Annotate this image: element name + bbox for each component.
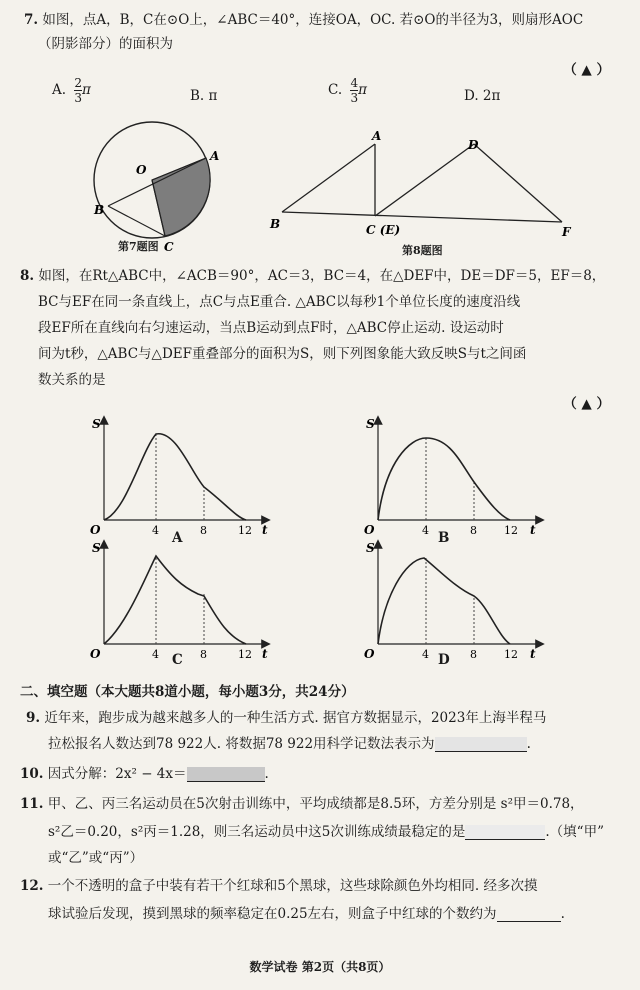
q8-line1	[20, 264, 605, 284]
y-label: S	[92, 417, 101, 431]
tick-4: 4	[422, 648, 429, 661]
page-footer: 数学试卷 第2页（共8页）	[249, 960, 391, 974]
option-label: C.	[328, 82, 343, 98]
q9-text: 拉松报名人数达到78 922人. 将数据78 922用科学记数法表示为	[48, 736, 435, 752]
figure-8-caption: 第8题图	[402, 244, 443, 257]
tick-4: 4	[152, 648, 159, 661]
x-label: t	[530, 647, 536, 661]
segment-bc	[108, 206, 165, 236]
punct: .	[526, 736, 531, 752]
q12-answer-blank[interactable]	[497, 907, 561, 922]
label-f: F	[562, 225, 571, 239]
q8-line2: BC与EF在同一条直线上，点C与点E重合. △ABC以每秒1个单位长度的速度沿线	[38, 294, 521, 310]
q8-line3: 段EF所在直线向右匀速运动，当点B运动到点F时，△ABC停止运动. 设运动时	[38, 320, 504, 336]
question-number: 8.	[20, 268, 35, 284]
tick-12: 12	[238, 524, 252, 537]
origin-label: O	[364, 647, 375, 661]
graph-a	[86, 412, 276, 542]
numerator: 2	[74, 76, 82, 90]
q11-text: 甲、乙、丙三名运动员在5次射击训练中，平均成绩都是8.5环，方差分别是 s²甲＝0.78，	[47, 796, 584, 812]
x-label: t	[262, 647, 268, 661]
pi: π	[81, 82, 91, 98]
q7-option-d: D. 2π	[464, 88, 501, 104]
curve	[104, 556, 246, 644]
q10-answer-blank[interactable]	[187, 767, 265, 782]
tick-12: 12	[504, 524, 518, 537]
q7-option-b: B. π	[190, 88, 218, 104]
denominator: 3	[74, 91, 82, 105]
graph-c-letter: C	[172, 652, 183, 668]
tick-8: 8	[470, 648, 477, 661]
q10-text: 因式分解：2x² − 4x＝	[47, 766, 187, 782]
label-b: B	[94, 203, 105, 217]
pi: π	[358, 82, 367, 98]
curve	[378, 558, 510, 644]
q8-text: 如图，在Rt△ABC中，∠ACB＝90°，AC＝3，BC＝4，在△DEF中，DE＝DF＝5，EF＝8，	[38, 268, 606, 284]
segment-df	[474, 144, 562, 222]
curve	[104, 434, 246, 520]
label-a: A	[210, 149, 220, 163]
question-number: 9.	[26, 710, 41, 726]
q7-option-a	[52, 76, 91, 105]
tick-4: 4	[422, 524, 429, 537]
punct: .	[264, 766, 269, 782]
denominator: 3	[350, 91, 359, 105]
label-b: B	[270, 217, 281, 231]
tick-8: 8	[470, 524, 477, 537]
origin-label: O	[364, 523, 375, 537]
fraction	[74, 76, 82, 105]
q11-text: .（填“甲”	[545, 824, 604, 840]
curve	[378, 438, 510, 520]
origin-label: O	[90, 523, 101, 537]
tick-4: 4	[152, 524, 159, 537]
figure-8-triangles	[262, 130, 592, 240]
q10-line	[20, 762, 269, 782]
tick-8: 8	[200, 524, 207, 537]
y-label: S	[92, 541, 101, 555]
q12-line2	[48, 902, 565, 922]
q12-text: 一个不透明的盒子中装有若干个红球和5个黑球，这些球除颜色外均相同. 经多次摸	[47, 878, 538, 894]
tick-12: 12	[238, 648, 252, 661]
q11-line1	[20, 792, 584, 812]
label-d: D	[468, 138, 479, 152]
graph-d	[360, 536, 550, 666]
question-number: 11.	[20, 796, 44, 812]
question-number: 12.	[20, 878, 44, 894]
y-label: S	[366, 541, 375, 555]
q7-answer-marker: （ ▲ ）	[563, 62, 610, 78]
graph-b-letter: B	[438, 530, 450, 546]
q9-text: 近年来，跑步成为越来越多人的一种生活方式. 据官方数据显示，2023年上海半程马	[44, 710, 547, 726]
figure-7-caption: 第7题图	[118, 240, 159, 253]
label-a: A	[372, 130, 382, 143]
q9-answer-blank[interactable]	[435, 737, 527, 752]
question-number: 10.	[20, 766, 44, 782]
q7-line1	[24, 8, 583, 28]
option-label: A.	[52, 82, 67, 98]
x-label: t	[262, 523, 268, 537]
segment-de	[375, 144, 474, 216]
graph-a-letter: A	[172, 530, 183, 546]
q9-line1	[26, 706, 546, 726]
q12-line1	[20, 874, 537, 894]
tick-8: 8	[200, 648, 207, 661]
y-label: S	[366, 417, 375, 431]
punct: .	[560, 906, 565, 922]
q11-answer-blank[interactable]	[465, 825, 545, 840]
label-ce: C (E)	[366, 223, 401, 237]
x-label: t	[530, 523, 536, 537]
label-o: O	[136, 163, 147, 177]
fraction	[350, 76, 358, 105]
q7-option-c	[328, 76, 367, 105]
graph-c	[86, 536, 276, 666]
q8-line5: 数关系的是	[38, 372, 106, 388]
figure-7-circle	[80, 108, 230, 258]
graph-d-letter: D	[438, 652, 450, 668]
segment-ab	[282, 144, 375, 212]
q9-line2	[48, 732, 531, 752]
section-2-title: 二、填空题（本大题共8道小题，每小题3分，共24分）	[20, 684, 355, 700]
q11-line3: 或“乙”或“丙”）	[48, 850, 144, 866]
q11-line2	[48, 820, 604, 840]
q7-text: 如图，点A，B，C在⊙O上，∠ABC＝40°，连接OA，OC. 若⊙O的半径为3，则扇形AOC	[42, 12, 584, 28]
graph-b	[360, 412, 550, 542]
q8-line4: 间为t秒，△ABC与△DEF重叠部分的面积为S，则下列图象能大致反映S与t之间函	[38, 346, 527, 362]
q8-answer-marker: （ ▲ ）	[563, 396, 610, 412]
question-number: 7.	[24, 12, 39, 28]
q12-text: 球试验后发现，摸到黑球的频率稳定在0.25左右，则盒子中红球的个数约为	[48, 906, 497, 922]
baseline-bf	[282, 212, 562, 222]
tick-12: 12	[504, 648, 518, 661]
q7-line2: （阴影部分）的面积为	[38, 36, 173, 52]
numerator: 4	[350, 76, 359, 90]
label-c: C	[164, 240, 174, 254]
q11-text: s²乙＝0.20，s²丙＝1.28，则三名运动员中这5次训练成绩最稳定的是	[48, 824, 466, 840]
origin-label: O	[90, 647, 101, 661]
